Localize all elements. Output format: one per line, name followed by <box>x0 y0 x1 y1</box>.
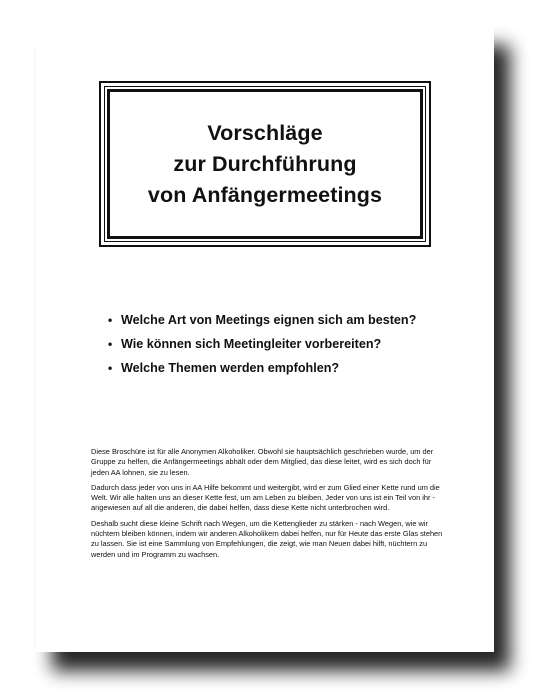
title-frame <box>99 81 431 247</box>
paragraph: Diese Broschüre ist für alle Anonymen Alkoholiker. Obwohl sie hauptsächlich geschrieben wurde, um der Gruppe zu helfen, die Anfängermeetings abhält oder dem Mitglied, das diese leitet, wird es sich doch für jeden AA lohnen, sie zu lesen. <box>91 447 434 477</box>
question-item <box>108 356 416 380</box>
question-text: Welche Art von Meetings eignen sich am besten? <box>121 313 417 327</box>
paragraph: Dadurch dass jeder von uns in AA Hilfe bekommt und weitergibt, wird er zum Glied einer Kette rund um die Welt. Wir alle halten uns an dieser Kette fest, um am Leben zu bleiben. Jeder von uns ist ein Teil von ihr - angewiesen auf all die anderen, die dabei helfen, dass diese Kette nicht unterbrochen wird. <box>91 482 440 513</box>
document-page <box>36 26 494 652</box>
bullet-icon: • <box>108 361 113 375</box>
question-item <box>108 308 416 332</box>
question-list <box>108 308 416 380</box>
title-line-1: Vorschläge <box>207 120 323 145</box>
title-line-2: zur Durchführung <box>173 151 357 176</box>
question-item <box>108 332 416 356</box>
title-block <box>107 89 423 239</box>
bullet-icon: • <box>108 337 113 351</box>
paragraph: Deshalb sucht diese kleine Schrift nach Wegen, um die Kettenglieder zu stärken - nach Wegen, wie wir nüchtern bleiben können, indem wir anderen Alkoholikern dabei helfen, nur für Heute das erste Glas stehen zu lassen. Sie ist eine Sammlung von Empfehlungen, die zeigt, wie man Neuen dabei hilft, nüchtern zu werden und im Programm zu wachsen. <box>91 518 443 559</box>
body-text <box>91 447 446 565</box>
question-text: Wie können sich Meetingleiter vorbereiten? <box>121 337 382 351</box>
bullet-icon: • <box>108 313 113 327</box>
question-text: Welche Themen werden empfohlen? <box>121 361 340 375</box>
title-line-3: von Anfängermeetings <box>147 182 383 207</box>
